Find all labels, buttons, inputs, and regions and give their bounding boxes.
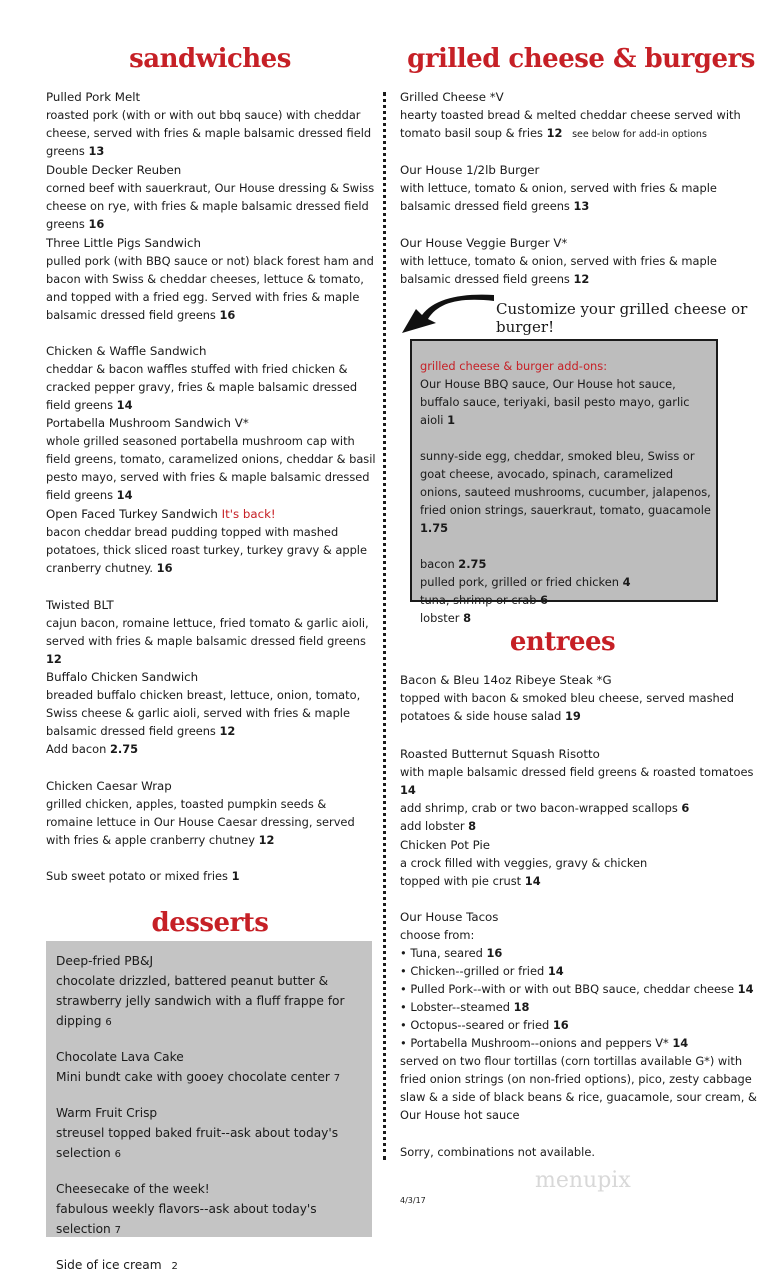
item-name: Twisted BLT: [46, 598, 114, 612]
sandwiches-heading: sandwiches: [129, 44, 291, 74]
menu-item: [46, 668, 376, 758]
item-name: Roasted Butternut Squash Risotto: [400, 747, 600, 761]
item-name: Pulled Pork Melt: [46, 90, 141, 104]
taco-option: • Lobster--steamed: [400, 1000, 510, 1014]
item-desc: cheddar & bacon waffles stuffed with fried chicken & cracked pepper gravy, fries & maple balsamic dressed field greens: [46, 362, 358, 412]
taco-option: • Octopus--seared or fried: [400, 1018, 550, 1032]
item-desc: grilled chicken, apples, toasted pumpkin seeds & romaine lettuce in Our House Caesar dressing, served with fries & apple cranberry chutney: [46, 797, 355, 847]
taco-option: • Pulled Pork--with or with out BBQ sauce, cheddar cheese: [400, 982, 735, 996]
item-desc: with maple balsamic dressed field greens & roasted tomatoes: [400, 765, 754, 779]
item-name: Chicken Caesar Wrap: [46, 779, 172, 793]
item-name: Chicken Pot Pie: [400, 838, 491, 852]
column-divider: [383, 92, 386, 1160]
item-price: 13: [88, 144, 105, 158]
item-addition: add shrimp, crab or two bacon-wrapped scallops: [400, 801, 678, 815]
dessert-price: 7: [333, 1073, 341, 1084]
addon-price: 1.75: [420, 521, 449, 535]
dessert-name: Warm Fruit Crisp: [56, 1106, 158, 1120]
tacos-choose: choose from:: [400, 928, 475, 942]
menu-item: [400, 908, 765, 1124]
sub-note-price: 1: [231, 869, 240, 883]
dessert-name: Deep-fried PB&J: [56, 954, 154, 968]
item-name: Grilled Cheese *V: [400, 90, 504, 104]
addon-price: 2.75: [458, 557, 487, 571]
sub-note: [46, 867, 376, 885]
item-desc: pulled pork (with BBQ sauce or not) black forest ham and bacon with Swiss & cheddar cheeses, lettuce & tomato, and topped with a fried egg. Served with fries & maple balsamic dressed field greens: [46, 254, 374, 322]
addons-box: [410, 339, 718, 625]
taco-option: • Tuna, seared: [400, 946, 483, 960]
entrees-heading: entrees: [509, 627, 616, 657]
item-price: 16: [156, 561, 173, 575]
item-price: 12: [573, 272, 590, 286]
item-name: Portabella Mushroom Sandwich V*: [46, 416, 249, 430]
item-tag: It's back!: [221, 507, 276, 521]
item-price: 16: [219, 308, 236, 322]
menu-item: [46, 88, 376, 160]
dessert-item: [56, 1255, 372, 1277]
addon-line: lobster: [420, 611, 460, 625]
grilled-heading: grilled cheese & burgers: [407, 44, 755, 74]
taco-option: • Portabella Mushroom--onions and peppers V*: [400, 1036, 669, 1050]
desserts-heading: desserts: [151, 908, 269, 938]
item-desc: roasted pork (with or with out bbq sauce) with cheddar cheese, served with fries & maple balsamic dressed field greens: [46, 108, 372, 158]
taco-price: 14: [547, 964, 564, 978]
item-desc: a crock filled with veggies, gravy & chicken topped with pie crust: [400, 856, 648, 888]
item-price: 16: [88, 217, 105, 231]
item-addition: add lobster: [400, 819, 465, 833]
menu-item: [46, 342, 376, 414]
item-desc: cajun bacon, romaine lettuce, fried tomato & garlic aioli, served with fries & maple balsamic dressed field greens: [46, 616, 369, 648]
dessert-desc: chocolate drizzled, battered peanut butter & strawberry jelly sandwich with a fluff frappe for dipping: [56, 974, 345, 1028]
addon-price: 8: [463, 611, 472, 625]
item-name: Three Little Pigs Sandwich: [46, 236, 202, 250]
item-name: Our House Tacos: [400, 910, 499, 924]
taco-price: 16: [486, 946, 503, 960]
menu-item: [46, 234, 376, 324]
taco-price: 14: [737, 982, 754, 996]
dessert-name: Side of ice cream: [56, 1258, 162, 1272]
desserts-box: [46, 941, 372, 1272]
taco-price: 18: [513, 1000, 530, 1014]
sorry-note: Sorry, combinations not available.: [400, 1145, 595, 1159]
item-price: 19: [565, 709, 581, 723]
item-price: 12: [46, 652, 62, 666]
item-desc: topped with bacon & smoked bleu cheese, served mashed potatoes & side house salad: [400, 691, 734, 723]
menu-item: [400, 88, 765, 144]
item-extra: Add bacon: [46, 742, 107, 756]
item-note: see below for add-in options: [572, 129, 707, 140]
addon-price: 1: [447, 413, 456, 427]
item-desc: bacon cheddar bread pudding topped with mashed potatoes, thick sliced roast turkey, turkey gravy & apple cranberry chutney.: [46, 525, 367, 575]
item-addition-price: 6: [681, 801, 690, 815]
dessert-item: [56, 1179, 372, 1241]
customize-callout: Customize your grilled cheese or burger!: [496, 300, 748, 336]
item-desc: whole grilled seasoned portabella mushroom cap with field greens, tomato, caramelized onions, cheddar & basil pesto mayo, served with fries & maple balsamic dressed field greens: [46, 434, 376, 502]
item-name: Double Decker Reuben: [46, 163, 182, 177]
item-addition-price: 8: [468, 819, 477, 833]
dessert-item: [56, 1103, 372, 1165]
menu-item: [46, 777, 376, 849]
item-desc: with lettuce, tomato & onion, served with fries & maple balsamic dressed field greens: [400, 254, 717, 286]
dessert-price: 6: [105, 1017, 112, 1028]
item-price: 12: [546, 126, 563, 140]
tacos-desc: served on two flour tortillas (corn tortillas available G*) with fried onion strings (on non-fried options), pico, zesty cabbage slaw & a side of black beans & rice, guacamole, sour cream, & Our House hot sauce: [400, 1054, 757, 1122]
sub-note-text: Sub sweet potato or mixed fries: [46, 869, 228, 883]
menu-item: [400, 161, 765, 215]
menu-item: [46, 505, 376, 577]
item-price: 12: [258, 833, 275, 847]
dessert-name: Chocolate Lava Cake: [56, 1050, 184, 1064]
dessert-desc: fabulous weekly flavors--ask about today's selection: [56, 1202, 317, 1236]
menu-item: [400, 836, 680, 890]
item-name: Buffalo Chicken Sandwich: [46, 670, 199, 684]
curved-arrow-icon: [398, 293, 498, 339]
addon-line: tuna, shrimp or crab: [420, 593, 537, 607]
item-price: 12: [219, 724, 236, 738]
dessert-price: 2: [171, 1261, 178, 1272]
menu-date: 4/3/17: [400, 1196, 426, 1205]
addon-line: bacon: [420, 557, 455, 571]
dessert-item: [56, 951, 372, 1033]
dessert-desc: Mini bundt cake with gooey chocolate center: [56, 1070, 330, 1084]
taco-price: 14: [672, 1036, 689, 1050]
menu-item: [400, 671, 765, 725]
item-price: 14: [400, 783, 416, 797]
item-name: Open Faced Turkey Sandwich: [46, 507, 218, 521]
dessert-price: 7: [114, 1225, 122, 1236]
addon-line: pulled pork, grilled or fried chicken: [420, 575, 619, 589]
menu-item: [46, 161, 376, 233]
addons-title: grilled cheese & burger add-ons:: [420, 359, 608, 373]
taco-price: 16: [552, 1018, 569, 1032]
item-price: 14: [116, 398, 133, 412]
item-desc: corned beef with sauerkraut, Our House dressing & Swiss cheese on rye, with fries & maple balsamic dressed field greens: [46, 181, 375, 231]
item-name: Our House Veggie Burger V*: [400, 236, 568, 250]
item-price: 14: [524, 874, 541, 888]
watermark: menupix: [535, 1168, 631, 1193]
addon-price: 4: [622, 575, 631, 589]
menu-item: [400, 745, 765, 835]
addon-price: 6: [540, 593, 549, 607]
item-desc: breaded buffalo chicken breast, lettuce, onion, tomato, Swiss cheese & garlic aioli, served with fries & maple balsamic dressed field greens: [46, 688, 361, 738]
addon-group: sunny-side egg, cheddar, smoked bleu, Swiss or goat cheese, avocado, spinach, caramelized onions, sauteed mushrooms, cucumber, jalapenos, fried onion strings, sauerkraut, tomato, guacamole: [420, 449, 711, 517]
item-extra-price: 2.75: [109, 742, 139, 756]
taco-option: • Chicken--grilled or fried: [400, 964, 545, 978]
item-name: Our House 1/2lb Burger: [400, 163, 540, 177]
menu-item: [400, 234, 765, 288]
item-name: Bacon & Bleu 14oz Ribeye Steak *G: [400, 673, 612, 687]
menu-item: [46, 596, 376, 668]
dessert-name: Cheesecake of the week!: [56, 1182, 210, 1196]
dessert-price: 6: [114, 1149, 122, 1160]
dessert-desc: streusel topped baked fruit--ask about today's selection: [56, 1126, 339, 1160]
item-price: 13: [573, 199, 590, 213]
item-price: 14: [116, 488, 133, 502]
item-desc: with lettuce, tomato & onion, served with fries & maple balsamic dressed field greens: [400, 181, 717, 213]
item-desc: hearty toasted bread & melted cheddar cheese served with tomato basil soup & fries: [400, 108, 741, 140]
item-name: Chicken & Waffle Sandwich: [46, 344, 207, 358]
menu-item: [46, 414, 376, 504]
addon-group: Our House BBQ sauce, Our House hot sauce, buffalo sauce, teriyaki, basil pesto mayo, garlic aioli: [420, 377, 690, 427]
dessert-item: [56, 1047, 372, 1089]
